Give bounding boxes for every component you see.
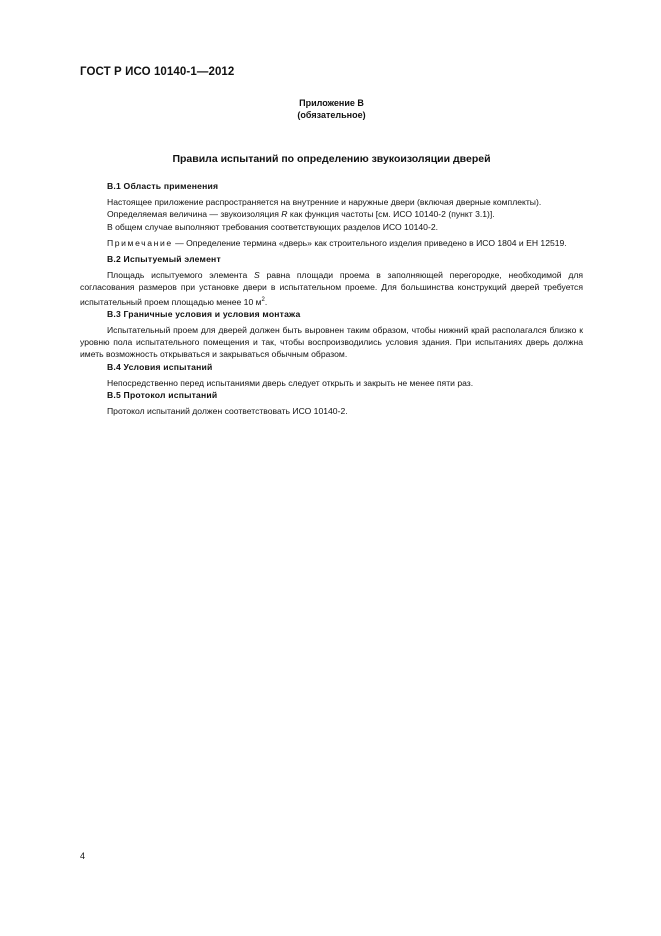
document-header: ГОСТ Р ИСО 10140-1—2012	[80, 66, 235, 78]
paragraph-b1-1: Настоящее приложение распространяется на внутренние и наружные двери (включая дверные комплекты).	[107, 197, 542, 208]
paragraph-b3-1: Испытательный проем для дверей должен быть выровнен таким образом, чтобы нижний край располагался близко к уровню пола испытательного помещения и так, чтобы воспроизводились условия здания. При испытаниях дверь должна иметь возможность открываться и закрываться обычным образом.	[80, 324, 583, 360]
section-heading-b4: В.4 Условия испытаний	[107, 361, 213, 372]
section-heading-b3: В.3 Граничные условия и условия монтажа	[107, 308, 301, 319]
paragraph-b5-1: Протокол испытаний должен соответствовать ИСО 10140-2.	[107, 406, 348, 417]
section-heading-b1: В.1 Область применения	[107, 181, 219, 191]
symbol-s: S	[254, 270, 260, 281]
paragraph-b1-2	[80, 208, 583, 220]
paragraph-b2-1-text: Площадь испытуемого элемента	[107, 270, 255, 281]
section-heading-b2: В.2 Испытуемый элемент	[107, 254, 221, 265]
paragraph-b2-1-end: .	[264, 296, 268, 307]
symbol-r: R	[281, 209, 288, 220]
annex-main-title: Правила испытаний по определению звукоизоляции дверей	[172, 153, 491, 165]
paragraph-b2-1	[80, 269, 583, 307]
paragraph-b4-1: Непосредственно перед испытаниями дверь следует открыть и закрыть не менее пяти раз.	[107, 377, 474, 388]
note-b1	[80, 237, 583, 249]
annex-body	[80, 180, 583, 417]
page-number: 4	[80, 851, 86, 861]
paragraph-b2-1-text-cont: равна площади проема в заполняющей перегородке, необходимой для согласования размеров при установке двери в испытательном проеме. Для большинства конструкций дверей требуется испытательный проем площадью менее 10 м	[80, 270, 583, 307]
paragraph-b1-3: В общем случае выполняют требования соответствующих разделов ИСО 10140-2.	[107, 221, 438, 232]
annex-status: (обязательное)	[297, 110, 366, 120]
paragraph-b1-2-text: Определяемая величина — звукоизоляция	[107, 209, 282, 220]
superscript-2: 2	[261, 296, 265, 303]
note-label: Примечание	[107, 237, 173, 248]
annex-title: Приложение В	[299, 98, 364, 108]
section-heading-b5: В.5 Протокол испытаний	[107, 389, 218, 400]
paragraph-b1-2-text-end: как функция частоты [см. ИСО 10140-2 (пункт 3.1)].	[287, 209, 495, 220]
note-text: — Определение термина «дверь» как строительного изделия приведено в ИСО 1804 и ЕН 12519.	[172, 237, 567, 248]
